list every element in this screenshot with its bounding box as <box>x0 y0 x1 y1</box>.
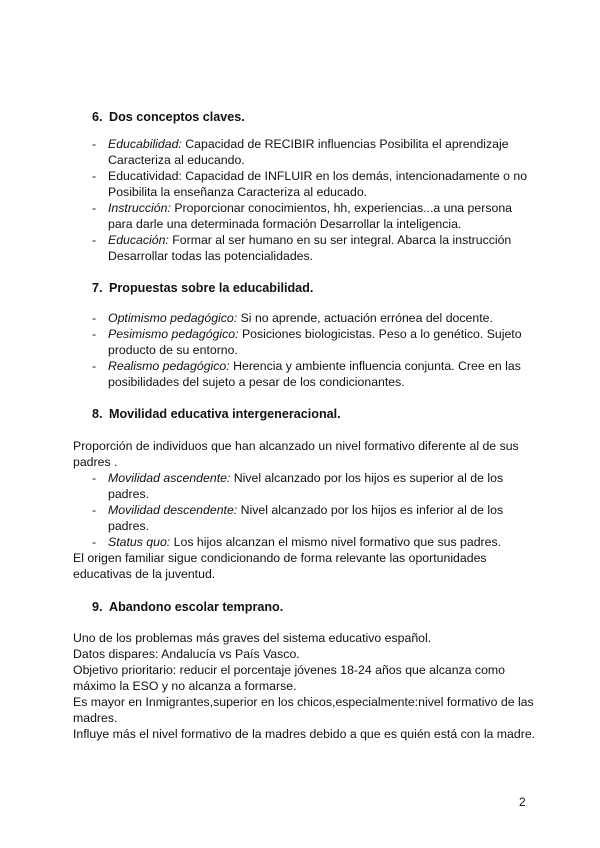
bullet-dash: - <box>92 169 97 183</box>
list-item <box>108 232 511 248</box>
item-label: Status quo: <box>108 535 171 549</box>
item-label: Movilidad descendente: <box>108 503 238 517</box>
list-item <box>108 326 522 342</box>
item-text: producto de su entorno. <box>108 343 238 357</box>
paragraph-line: madres. <box>73 711 118 725</box>
item-label: Educabilidad: <box>108 137 182 151</box>
heading-number: 9. <box>92 600 103 614</box>
item-text: padres. <box>108 487 150 501</box>
item-label: Instrucción: <box>108 201 171 215</box>
item-text: Capacidad de RECIBIR influencias Posibilita el aprendizaje <box>185 137 509 151</box>
page-number: 2 <box>519 795 526 809</box>
paragraph-line: máximo la ESO y no alcanza a formarse. <box>73 679 297 693</box>
item-label: Optimismo pedagógico: <box>108 311 238 325</box>
bullet-dash: - <box>92 327 97 341</box>
paragraph-line: padres . <box>73 455 118 469</box>
item-text: Educatividad: Capacidad de INFLUIR en los demás, intencionadamente o no <box>108 169 528 183</box>
bullet-dash: - <box>92 137 97 151</box>
heading-title: Abandono escolar temprano. <box>109 600 284 614</box>
item-text: Proporcionar conocimientos, hh, experiencias...a una persona <box>174 201 512 215</box>
item-label: Movilidad ascendente: <box>108 471 231 485</box>
item-text: Desarrollar todas las potencialidades. <box>108 249 314 263</box>
item-text: Nivel alcanzado por los hijos es inferior al de los <box>240 503 504 517</box>
heading-number: 6. <box>92 110 103 124</box>
paragraph-line: educativas de la juventud. <box>73 567 216 581</box>
paragraph-line: Influye más el nivel formativo de la madres debido a que es quién está con la madre. <box>73 727 536 741</box>
list-item <box>108 534 501 550</box>
heading-number: 8. <box>92 407 103 421</box>
paragraph-line: Objetivo prioritario: reducir el porcentaje jóvenes 18-24 años que alcanza como <box>73 663 506 677</box>
list-item <box>108 200 512 216</box>
item-text: para darle una determinada formación Desarrollar la inteligencia. <box>108 217 462 231</box>
item-text: Posibilita la enseñanza Caracteriza al educado. <box>108 185 368 199</box>
section-heading <box>92 406 341 422</box>
item-label: Realismo pedagógico: <box>108 359 230 373</box>
item-text: Nivel alcanzado por los hijos es superior al de los <box>233 471 504 485</box>
heading-title: Dos conceptos claves. <box>109 110 245 124</box>
item-text: Los hijos alcanzan el mismo nivel formativo que sus padres. <box>173 535 502 549</box>
heading-title: Movilidad educativa intergeneracional. <box>109 407 341 421</box>
item-text: Si no aprende, actuación errónea del docente. <box>240 311 493 325</box>
heading-title: Propuestas sobre la educabilidad. <box>109 281 314 295</box>
paragraph-line: Proporción de individuos que han alcanzado un nivel formativo diferente al de sus <box>73 439 519 453</box>
bullet-dash: - <box>92 311 97 325</box>
item-text: Caracteriza al educando. <box>108 153 245 167</box>
section-heading <box>92 109 245 125</box>
bullet-dash: - <box>92 359 97 373</box>
bullet-dash: - <box>92 471 97 485</box>
item-text: Herencia y ambiente influencia conjunta. Cree en las <box>233 359 521 373</box>
list-item <box>108 136 509 152</box>
list-item <box>108 502 503 518</box>
bullet-dash: - <box>92 535 97 549</box>
item-label: Educación: <box>108 233 169 247</box>
item-text: Posiciones biologicistas. Peso a lo genético. Sujeto <box>241 327 522 341</box>
item-text: padres. <box>108 519 150 533</box>
heading-number: 7. <box>92 281 103 295</box>
bullet-dash: - <box>92 201 97 215</box>
paragraph-line: Datos dispares: Andalucía vs País Vasco. <box>73 647 300 661</box>
list-item <box>108 310 493 326</box>
item-text: posibilidades del sujeto a pesar de los condicionantes. <box>108 375 405 389</box>
section-heading <box>92 280 313 296</box>
section-heading <box>92 599 283 615</box>
bullet-dash: - <box>92 233 97 247</box>
list-item <box>108 358 521 374</box>
paragraph-line: Es mayor en Inmigrantes,superior en los chicos,especialmente:nivel formativo de las <box>73 695 534 709</box>
item-text: Formar al ser humano en su ser integral. Abarca la instrucción <box>172 233 512 247</box>
item-label: Pesimismo pedagógico: <box>108 327 239 341</box>
bullet-dash: - <box>92 503 97 517</box>
paragraph-line: El origen familiar sigue condicionando de forma relevante las oportunidades <box>73 551 487 565</box>
paragraph-line: Uno de los problemas más graves del sistema educativo español. <box>73 631 432 645</box>
list-item <box>108 470 503 486</box>
